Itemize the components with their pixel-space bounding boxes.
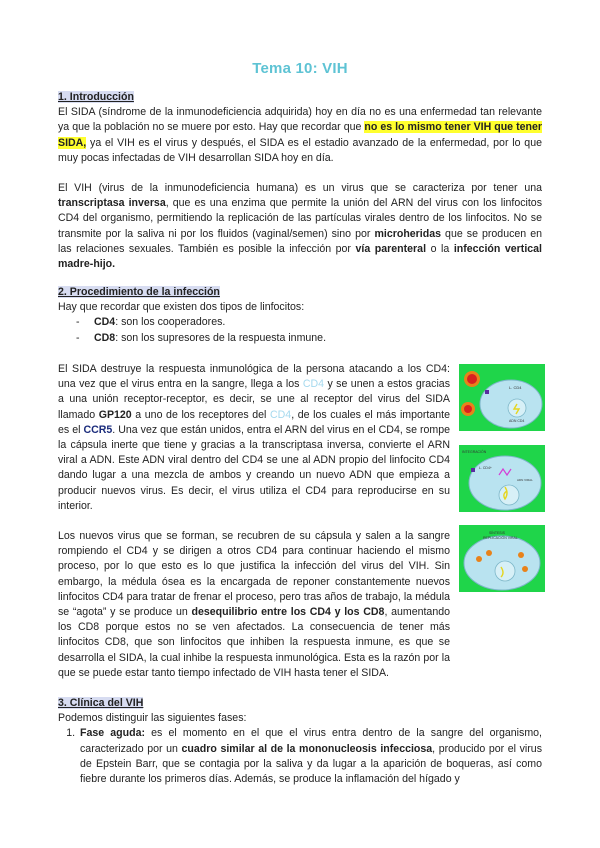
attachment-diagram (459, 364, 545, 431)
list-item: - CD4: son los cooperadores. (76, 315, 542, 330)
svg-text:L. CD4: L. CD4 (509, 385, 522, 390)
phases-list (58, 726, 542, 787)
paragraph: El SIDA (síndrome de la inmunodeficiencia adquirida) hoy en día no es una enfermedad tan relevante ya que la población no se muere por esto. Hay que recordar que no es lo mismo tener VIH que tener SIDA, ya el VIH es el virus y después, el SIDA es el estadio avanzado de la enfermedad, por lo que muy pocas infectadas de VIH desarrollan SIDA hoy en día. (58, 106, 542, 164)
nucleus-icon (499, 485, 519, 505)
list-item: - CD8: son los supresores de la respuesta inmune. (76, 331, 542, 346)
svg-text:ADN CD4: ADN CD4 (509, 419, 525, 423)
section-procedure (58, 285, 542, 346)
lymphocyte-list (58, 315, 542, 345)
section-heading: 3. Clínica del VIH (58, 697, 144, 709)
list-item: 1. Fase aguda: es el momento en el que el virus entra dentro de la sangre del organismo, caracterizado por un cuadro similar al de la mononucleosis infecciosa, producido por el virus de Epstein Barr, que se contagia por la saliva y da lugar a la aparición de boqueras, así como fiebre durante los primeros días. Además, se produce la inflamación del hígado y (78, 726, 542, 787)
paragraph: El VIH (virus de la inmunodeficiencia humana) es un virus que se caracteriza por tener una transcriptasa inversa, que es una enzima que permite la unión del ARN del virus con los linfocitos CD4 del organismo, permitiendo la replicación de las partículas virales dentro de los linfocitos. No se transmite por la saliva ni por los fluidos (vaginal/semen) sino por microheridas que se producen en las relaciones sexuales. También es posible la infección por vía parenteral o la infección vertical madre-hijo. (58, 182, 542, 271)
hiv-replication-figure (459, 525, 545, 592)
hiv-attachment-figure (459, 364, 545, 431)
section-heading: 2. Procedimiento de la infección (58, 286, 220, 298)
section-heading: 1. Introducción (58, 91, 134, 103)
page-title: Tema 10: VIH (252, 60, 348, 77)
integration-diagram (459, 445, 545, 512)
paragraph: Hay que recordar que existen dos tipos de linfocitos: (58, 301, 305, 314)
svg-text:INTEGRACIÓN: INTEGRACIÓN (462, 450, 487, 454)
section-introduction (58, 90, 542, 272)
svg-text:SÍNTESIS: SÍNTESIS (489, 531, 505, 535)
paragraph: El SIDA destruye la respuesta inmunológica de la persona atacando a los CD4: una vez que el virus entra en la sangre, llega a los CD4 y se unen a estos gracias a una unión receptor-receptor, es decir, se une al receptor del virus del SIDA llamado GP120 a uno de los receptores del CD4, de los cuales el más importante es el CCR5. Una vez que están unidos, entra el ARN del virus en el CD4, se rompe la cápsula inerte que tiene y gracias a la transcriptasa inversa, convierte el ARN viral a ADN. Este ADN viral dentro del CD4 se une al ADN propio del linfocito CD4 dando lugar a una mezcla de ambos y creando un nuevo ADN que empieza a producir nuevos virus. Es decir, el virus utiliza el CD4 para reproducirse en su interior. (58, 363, 451, 512)
paragraph: Los nuevos virus que se forman, se recubren de su cápsula y salen a la sangre rompiendo el CD4 y se dirigen a otros CD4 para continuar haciendo el mismo proceso, por lo que esto es lo que justifica la infección del virus del VIH. Sin embargo, la médula ósea es la encargada de reponer constantemente nuevos linfocitos CD4 para tratar de frenar el proceso, pero tras años de trabajo, la médula se “agota” y se produce un desequilibrio entre los CD4 y los CD8, aumentando los CD8 porque estos no se ven afectados. La consecuencia de tener más linfocitos CD8, que son linfocitos que inhiben la respuesta inmune, es que se desarrolla el SIDA, la cual inhibe la respuesta inmunológica. Esta es la razón por la que se puede estar tanto tiempo infectado de VIH hasta tener el SIDA. (58, 530, 450, 679)
nucleus-icon (508, 399, 526, 417)
procedure-body (58, 362, 450, 681)
hiv-integration-figure (459, 445, 545, 512)
replication-diagram (459, 525, 545, 592)
section-clinic (58, 696, 542, 787)
nucleus-icon (495, 561, 515, 581)
highlight: no es lo mismo tener VIH que tener SIDA, (58, 121, 542, 149)
svg-text:L. CD4+: L. CD4+ (479, 466, 492, 470)
svg-text:REPLICACIÓN VIRAL: REPLICACIÓN VIRAL (483, 536, 518, 540)
paragraph: Podemos distinguir las siguientes fases: (58, 712, 247, 725)
virus-icon (461, 371, 480, 416)
svg-text:ADN VIRAL: ADN VIRAL (517, 478, 533, 482)
